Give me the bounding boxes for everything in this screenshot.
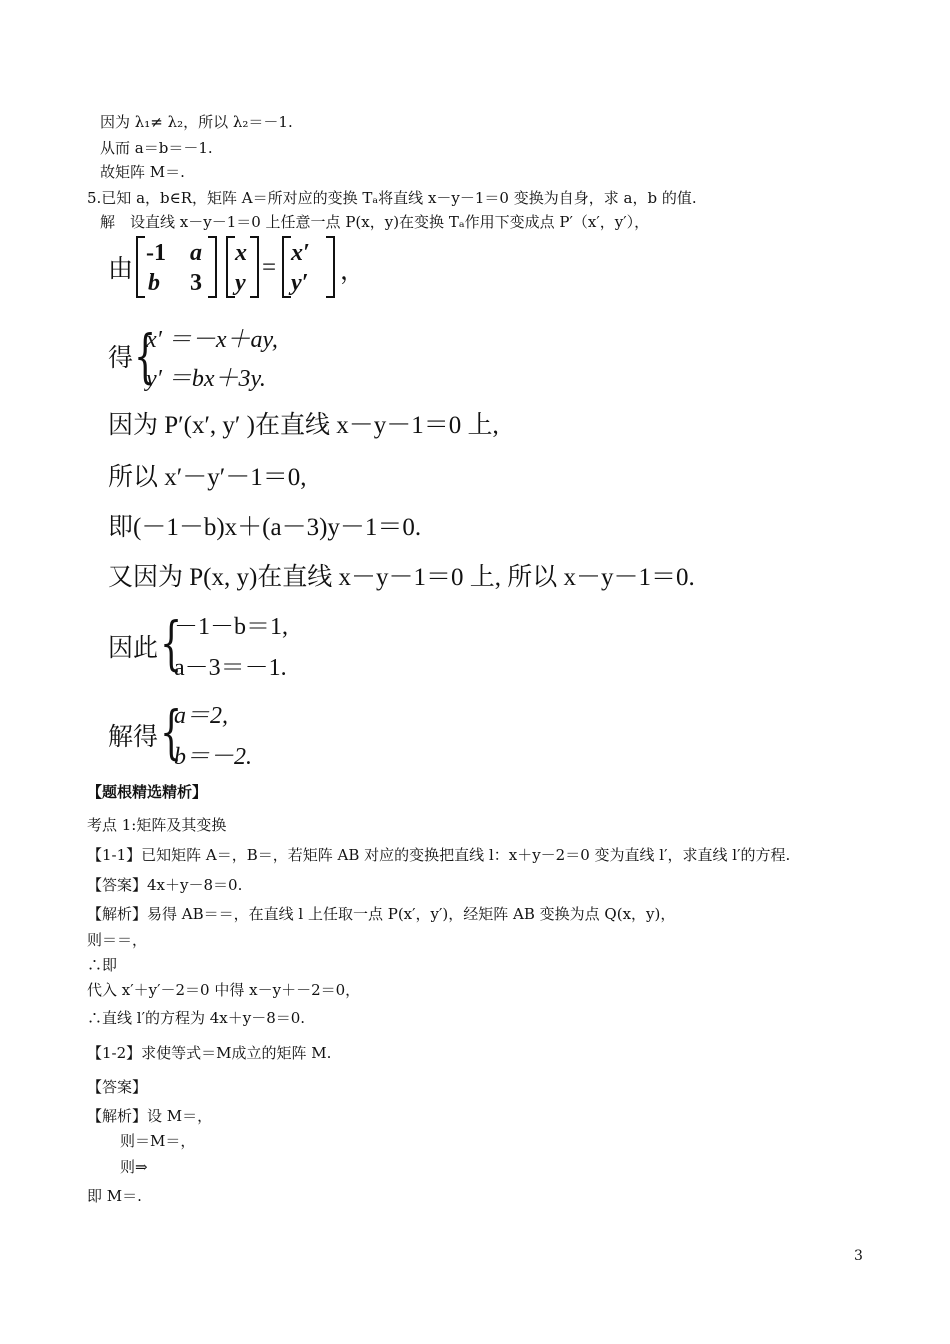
de-row-1: x′ ＝－x＋ay,	[146, 327, 278, 353]
text-line-lambda: 因为 λ₁≠ λ₂，所以 λ₂＝－1.	[100, 113, 293, 131]
vector-xy	[226, 236, 260, 298]
vector-x: x	[235, 240, 247, 266]
yinci-row-1: －1－b＝1,	[174, 614, 288, 640]
analysis-k3: 即 M＝.	[87, 1187, 142, 1205]
statement-4: 又因为 P(x, y)在直线 x－y－1＝0 上, 所以 x－y－1＝0.	[108, 564, 695, 591]
statement-1: 因为 P′(x′, y′ )在直线 x－y－1＝0 上,	[108, 412, 499, 439]
solution-intro: 解 设直线 x－y－1＝0 上任意一点 P(x，y)在变换 Tₐ作用下变成点 P′（x′，y′），	[100, 213, 650, 231]
analysis-line-2: ∴即	[87, 956, 118, 974]
matrix-a11: -1	[146, 240, 166, 266]
de-label: 得	[108, 345, 134, 372]
left-bracket	[282, 236, 291, 298]
answer-1-2: 【答案】	[87, 1078, 148, 1096]
analysis-k1: 则＝M＝，	[120, 1132, 196, 1150]
right-bracket	[208, 236, 217, 298]
left-bracket	[226, 236, 235, 298]
analysis-line-1: 则＝＝，	[87, 931, 148, 949]
vector-xy-prime	[282, 236, 336, 298]
equals-sign: =	[262, 254, 277, 281]
jiede-label: 解得	[108, 724, 159, 751]
topic-line: 考点 1:矩阵及其变换	[87, 816, 227, 834]
jiede-row-2: b＝－2.	[174, 744, 252, 770]
matrix-a21: b	[148, 270, 160, 296]
analysis-k2: 则⇒	[120, 1158, 148, 1176]
vector-x-prime: x′	[291, 240, 310, 266]
left-bracket	[136, 236, 145, 298]
right-bracket	[250, 236, 259, 298]
question-1-1: 【1-1】已知矩阵 A＝，B＝，若矩阵 AB 对应的变换把直线 l：x＋y－2＝0 变为直线 l′，求直线 l′的方程.	[87, 846, 791, 864]
matrix-a22: 3	[190, 270, 202, 296]
page-number: 3	[854, 1248, 863, 1264]
question-1-2: 【1-2】求使等式＝M成立的矩阵 M.	[87, 1044, 332, 1062]
section-heading: 【题根精选精析】	[87, 783, 208, 801]
matrix-a12: a	[190, 240, 202, 266]
analysis-1-2: 【解析】设 M＝，	[87, 1107, 213, 1125]
statement-2: 所以 x′－y′－1＝0,	[108, 464, 307, 491]
coefficient-matrix	[136, 236, 220, 298]
answer-1-1: 【答案】4x＋y－8＝0.	[87, 876, 243, 894]
yinci-label: 因此	[108, 635, 159, 662]
vector-y-prime: y′	[291, 270, 309, 296]
problem-5-statement: 5.已知 a，b∈R，矩阵 A＝所对应的变换 Tₐ将直线 x－y－1＝0 变换为自身，求 a，b 的值.	[87, 189, 697, 207]
de-row-2: y′ ＝bx＋3y.	[146, 366, 266, 392]
text-line-matrix-m: 故矩阵 M＝.	[100, 163, 185, 181]
vector-y: y	[235, 270, 246, 296]
brace-yinci: {	[160, 609, 183, 677]
analysis-line-4: ∴直线 l′的方程为 4x＋y－8＝0.	[87, 1009, 306, 1027]
statement-3: 即(－1－b)x＋(a－3)y－1＝0.	[108, 514, 422, 541]
brace-de: {	[134, 322, 157, 390]
analysis-1-1: 【解析】易得 AB＝＝，在直线 l 上任取一点 P(x′，y′)，经矩阵 AB 变换为点 Q(x，y)，	[87, 905, 676, 923]
you-label: 由	[108, 256, 134, 283]
jiede-row-1: a＝2,	[174, 703, 228, 729]
analysis-line-3: 代入 x′＋y′－2＝0 中得 x－y＋－2＝0，	[87, 981, 361, 999]
yinci-row-2: a－3＝－1.	[174, 655, 287, 681]
trailing-comma: ，	[340, 258, 366, 285]
brace-jiede: {	[160, 698, 183, 766]
right-bracket	[326, 236, 335, 298]
text-line-a-b: 从而 a＝b＝－1.	[100, 139, 213, 157]
